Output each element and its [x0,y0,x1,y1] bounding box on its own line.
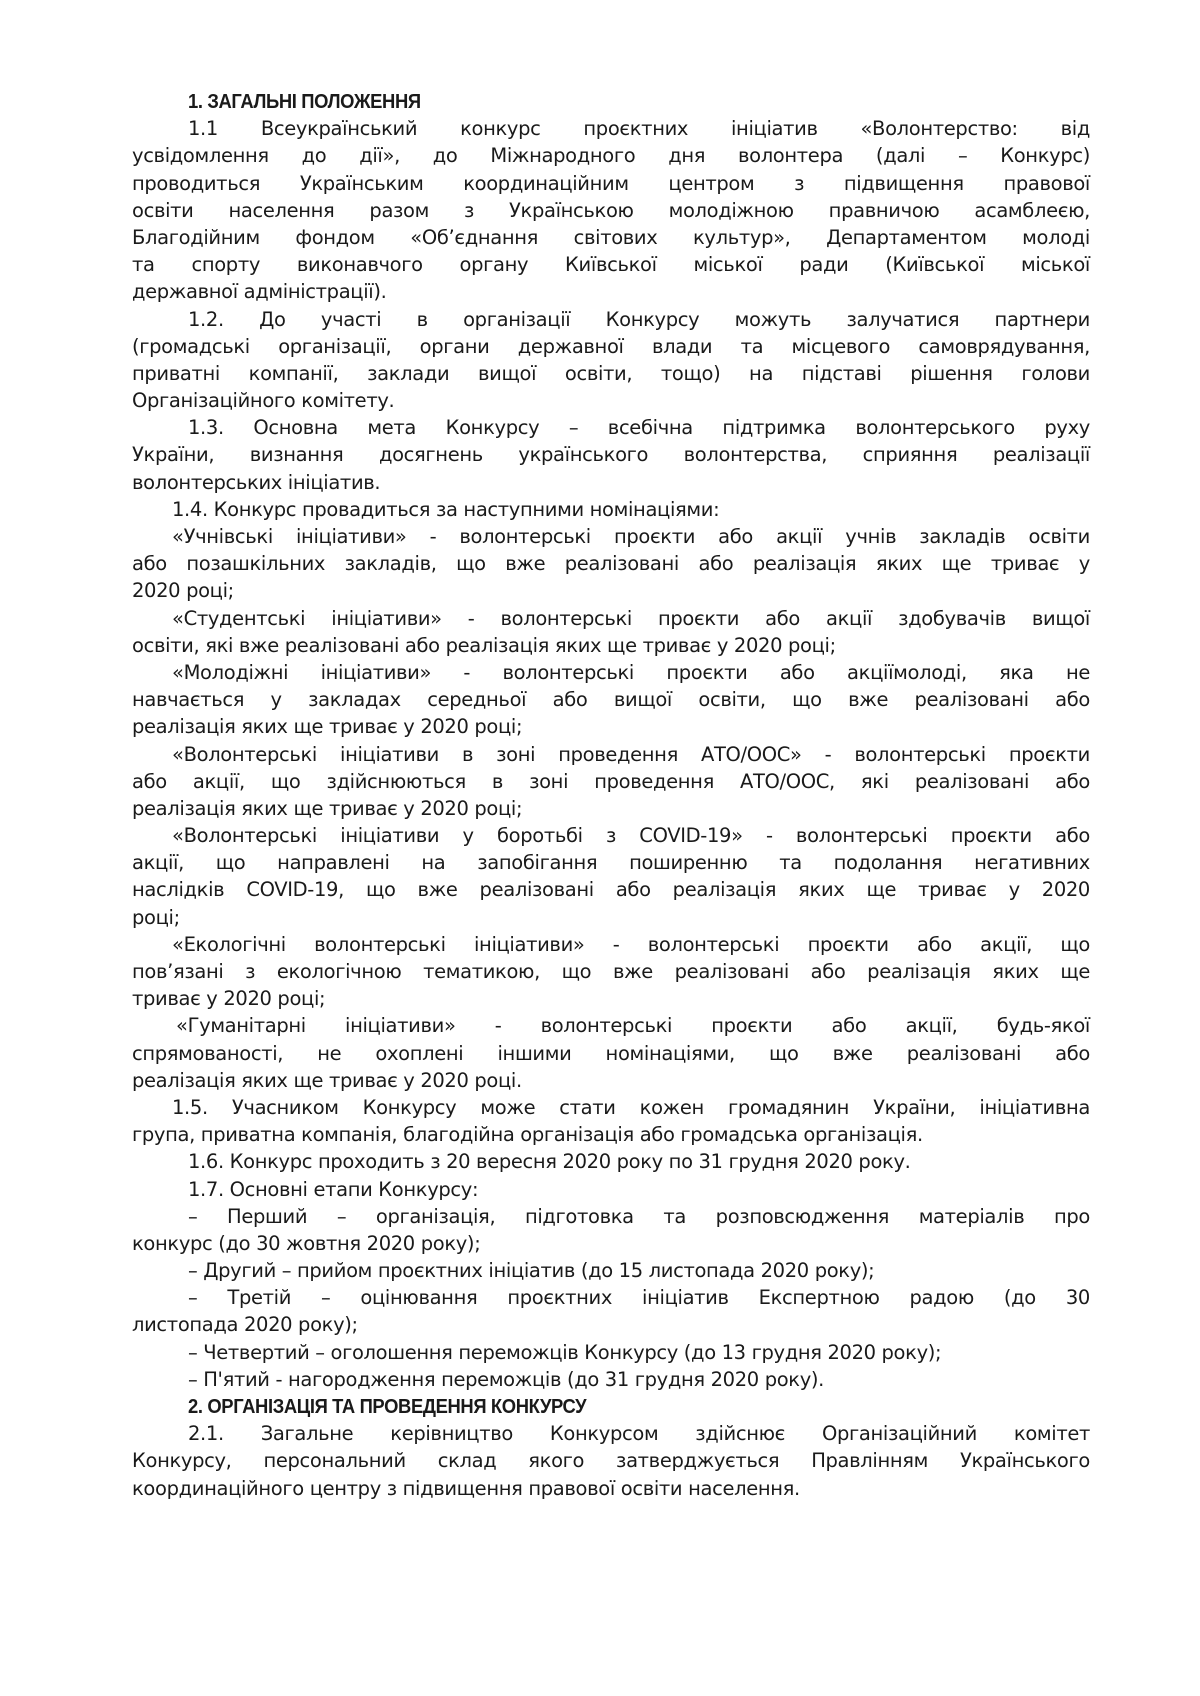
text-line: – П'ятий - нагородження переможців (до 31 грудня 2020 року). [188,1367,825,1391]
text-line: 2020 році; [132,579,234,603]
stages-list [132,1203,1090,1393]
text-line: та спорту виконавчого органу Київської міської ради (Київської міської [132,253,1090,277]
text-line: реалізація яких ще триває у 2020 році. [132,1068,522,1092]
text-line: спрямованості, не охоплені іншими номінаціями, що вже реалізовані або [132,1041,1090,1065]
paragraph-1-4: 1.4. Конкурс провадиться за наступними номінаціями: [172,497,720,521]
text-line: 1.1 Всеукраїнський конкурс проєктних ініціатив «Волонтерство: від [188,117,1090,141]
text-line: (громадські організації, органи державної влади та місцевого самоврядування, [132,334,1090,358]
text-line: 2.1. Загальне керівництво Конкурсом здійснює Організаційний комітет [188,1422,1090,1446]
stage-first [132,1203,1090,1257]
text-line: листопада 2020 року); [132,1313,358,1337]
text-line: реалізація яких ще триває у 2020 році; [132,796,523,820]
section-2-heading: 2. ОРГАНІЗАЦІЯ ТА ПРОВЕДЕННЯ КОНКУРСУ [188,1396,587,1418]
text-line: координаційного центру з підвищення правової освіти населення. [132,1476,800,1500]
stage-fifth [132,1366,1090,1393]
text-line: «Екологічні волонтерські ініціативи» - волонтерські проєкти або акції, що [172,932,1090,956]
text-line: триває у 2020 році; [132,987,326,1011]
stage-third [132,1284,1090,1338]
text-line: акції, що направлені на запобігання поширенню та подолання негативних [132,851,1090,875]
text-line: України, визнання досягнень українського волонтерства, сприяння реалізації [132,443,1090,467]
text-line: або позашкільних закладів, що вже реалізовані або реалізація яких ще триває у [132,552,1090,576]
text-line: – Другий – прийом проєктних ініціатив (до 15 листопада 2020 року); [188,1259,875,1283]
paragraph-1-2 [132,306,1090,415]
paragraph-1-6: 1.6. Конкурс проходить з 20 вересня 2020 року по 31 грудня 2020 року. [188,1150,911,1174]
text-line: «Учнівські ініціативи» - волонтерські проєкти або акції учнів закладів освіти [172,525,1090,548]
stage-second [132,1257,1090,1284]
section-1-heading: 1. ЗАГАЛЬНІ ПОЛОЖЕННЯ [188,91,421,113]
stage-fourth [132,1339,1090,1366]
paragraph-2-1 [132,1420,1090,1502]
text-line: або акції, що здійснюються в зоні проведення АТО/ООС, які реалізовані або [132,769,1090,793]
text-line: група, приватна компанія, благодійна організація або громадська організація. [132,1123,923,1147]
paragraph-1-5 [132,1094,1090,1148]
text-line: «Гуманітарні ініціативи» - волонтерські проєкти або акції, будь-якої [176,1014,1090,1038]
text-line: 1.2. До участі в організації Конкурсу можуть залучатися партнери [188,307,1090,331]
section-2-heading-row [132,1393,1090,1420]
text-line: Благодійним фондом «Об’єднання світових культур», Департаментом молоді [132,225,1090,249]
text-line: 1.3. Основна мета Конкурсу – всебічна підтримка волонтерського руху [188,416,1090,440]
text-line: освіти, які вже реалізовані або реалізація яких ще триває у 2020 році; [132,633,836,657]
text-line: освіти населення разом з Українською молодіжною правничою асамблеєю, [132,198,1090,222]
text-line: році; [132,905,180,929]
text-line: волонтерських ініціатив. [132,470,381,494]
nomination-covid [132,822,1090,931]
text-line: – Перший – організація, підготовка та розповсюдження матеріалів про [188,1204,1090,1228]
text-line: – Четвертий – оголошення переможців Конкурсу (до 13 грудня 2020 року); [188,1340,942,1364]
nomination-students [132,605,1090,659]
text-line: «Волонтерські ініціативи в зоні проведення АТО/ООС» - волонтерські проєкти [172,742,1090,766]
section-1-heading-row [132,88,1090,115]
text-line: проводиться Українським координаційним центром з підвищення правової [132,171,1090,195]
text-line: 1.5. Учасником Конкурсу може стати кожен громадянин України, ініціативна [172,1095,1090,1119]
text-line: «Волонтерські ініціативи у боротьбі з COVID-19» - волонтерські проєкти або [172,824,1090,848]
text-line: державної адміністрації). [132,280,387,304]
text-line: Організаційного комітету. [132,389,395,413]
text-line: навчається у закладах середньої або вищої освіти, що вже реалізовані або [132,688,1090,712]
paragraph-1-1 [132,115,1090,305]
nomination-pupils [132,523,1090,605]
text-line: «Молодіжні ініціативи» - волонтерські проєкти або акціїмолоді, яка не [172,660,1090,684]
nomination-youth [132,659,1090,741]
text-line: наслідків COVID-19, що вже реалізовані або реалізація яких ще триває у 2020 [132,878,1090,902]
nomination-ato-oos [132,741,1090,823]
text-line: Конкурсу, персональний склад якого затверджується Правлінням Українського [132,1449,1090,1473]
document-page [132,88,1090,1502]
nomination-humanitarian [132,1012,1090,1094]
text-line: усвідомлення до дії», до Міжнародного дня волонтера (далі – Конкурс) [132,144,1090,168]
paragraph-1-7: 1.7. Основні етапи Конкурсу: [188,1177,479,1201]
text-line: «Студентські ініціативи» - волонтерські проєкти або акції здобувачів вищої [172,606,1090,630]
text-line: – Третій – оцінювання проєктних ініціатив Експертною радою (до 30 [188,1286,1090,1310]
paragraph-1-3 [132,414,1090,496]
text-line: конкурс (до 30 жовтня 2020 року); [132,1231,481,1255]
nominations-list [132,523,1090,1094]
text-line: реалізація яких ще триває у 2020 році; [132,715,523,739]
text-line: пов’язані з екологічною тематикою, що вже реалізовані або реалізація яких ще [132,960,1090,983]
nomination-ecology [132,931,1090,1013]
text-line: приватні компанії, заклади вищої освіти, тощо) на підставі рішення голови [132,361,1090,385]
